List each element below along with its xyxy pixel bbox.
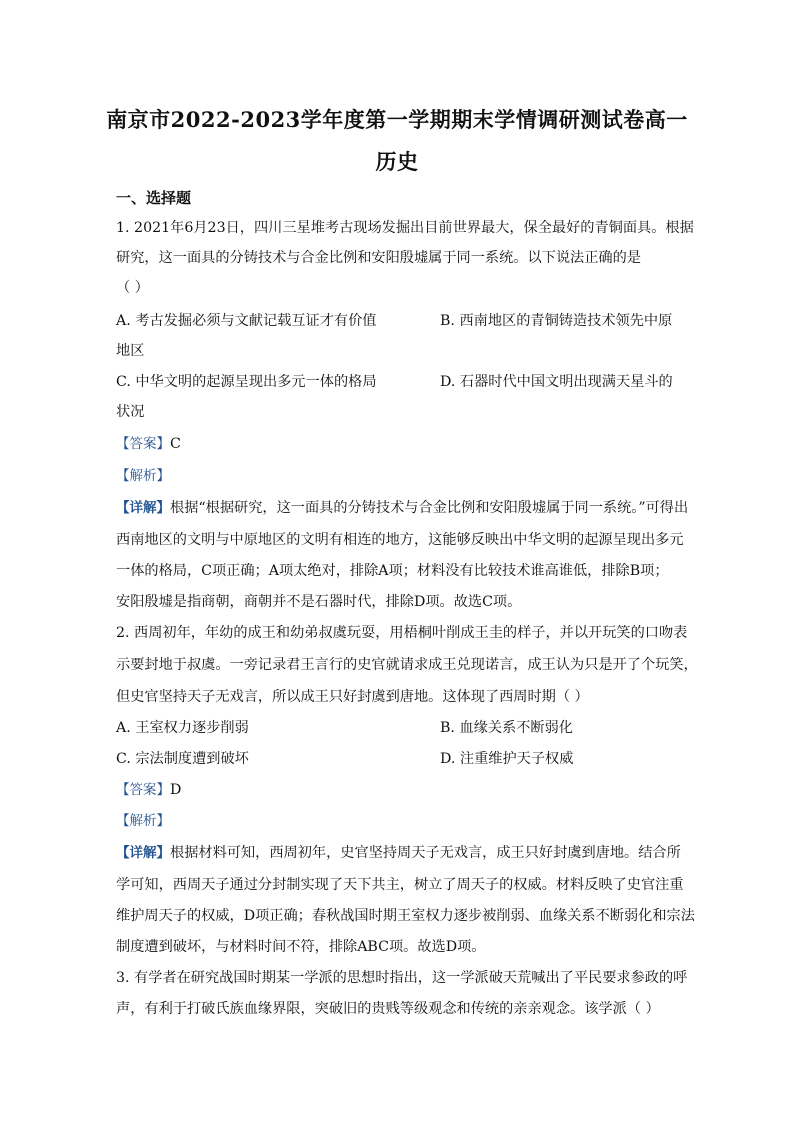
- q1-detail-line-3: 一体的格局，C项正确；A项太绝对，排除A项；材料没有比较技术谁高谁低，排除B项；: [116, 563, 669, 579]
- q2-option-b: B. 血缘关系不断弱化: [440, 720, 573, 736]
- q1-stem-line-3: （ ）: [116, 280, 149, 296]
- q2-option-d: D. 注重维护天子权威: [440, 751, 574, 767]
- q1-answer: [116, 434, 684, 454]
- analysis-tag: 【解析】: [116, 813, 170, 829]
- q3-stem-line-1: 3. 有学者在研究战国时期某一学派的思想时指出，这一学派破天荒喊出了平民要求参政的呼: [116, 970, 688, 986]
- q2-option-a: A. 王室权力逐步削弱: [116, 720, 249, 736]
- q1-detail-line-4: 安阳殷墟是指商朝，商朝并不是石器时代，排除D项。故选C项。: [116, 594, 522, 610]
- q2-analysis: [116, 811, 684, 831]
- q2-stem-line-2: 示要封地于叔虞。一旁记录君王言行的史官就请求成王兑现诺言，成王认为只是开了个玩笑，: [116, 657, 698, 673]
- analysis-tag: 【解析】: [116, 468, 170, 484]
- q1-option-c: C. 中华文明的起源呈现出多元一体的格局: [116, 374, 377, 390]
- answer-tag: 【答案】: [116, 782, 170, 798]
- q1-analysis: [116, 466, 684, 486]
- q2-detail-line-1: 【详解】根据材料可知，西周初年，史官坚持周天子无戏言，成王只好封虞到唐地。结合所: [116, 845, 681, 861]
- detail-tag: 【详解】: [116, 845, 170, 861]
- q1-option-c-cont: 状况: [116, 404, 145, 420]
- page-subtitle: 历史: [375, 149, 419, 174]
- answer-value: D: [170, 782, 182, 798]
- section-heading: 一、选择题: [116, 189, 192, 207]
- q2-detail-line-4: 制度遭到破坏，与材料时间不符，排除ABC项。故选D项。: [116, 939, 486, 955]
- page-title: 南京市2022-2023学年度第一学期期末学情调研测试卷高一: [106, 107, 688, 132]
- q2-detail-line-2: 学可知，西周天子通过分封制实现了天下共主，树立了周天子的权威。材料反映了史官注重: [116, 877, 684, 893]
- q1-option-a: A. 考古发掘必须与文献记载互证才有价值: [116, 313, 377, 329]
- q2-detail-line-3: 维护周天子的权威，D项正确；春秋战国时期王室权力逐步被削弱、血缘关系不断弱化和宗法: [116, 908, 695, 924]
- q1-detail-line-1: 【详解】根据“根据研究，这一面具的分铸技术与合金比例和安阳殷墟属于同一系统。”可得出: [116, 500, 689, 516]
- q1-detail-line-2: 西南地区的文明与中原地区的文明有相连的地方，这能够反映出中华文明的起源呈现出多元: [116, 532, 684, 548]
- q2-option-c: C. 宗法制度遭到破坏: [116, 751, 249, 767]
- answer-value: C: [170, 436, 181, 452]
- q1-stem-line-1: 1. 2021年6月23日，四川三星堆考古现场发掘出目前世界最大，保全最好的青铜面具。根据: [116, 220, 694, 236]
- q1-option-d: D. 石器时代中国文明出现满天星斗的: [440, 374, 673, 390]
- answer-tag: 【答案】: [116, 436, 170, 452]
- q2-answer: [116, 780, 684, 800]
- q2-stem-line-1: 2. 西周初年，年幼的成王和幼弟叔虞玩耍，用梧桐叶削成王圭的样子，并以开玩笑的口吻表: [116, 625, 688, 641]
- q2-stem-line-3: 但史官坚持天子无戏言，所以成王只好封虞到唐地。这体现了西周时期（ ）: [116, 689, 589, 705]
- q1-option-a-cont: 地区: [116, 343, 145, 359]
- q1-option-b: B. 西南地区的青铜铸造技术领先中原: [440, 313, 673, 329]
- q1-stem-line-2: 研究，这一面具的分铸技术与合金比例和安阳殷墟属于同一系统。以下说法正确的是: [116, 250, 641, 266]
- q3-stem-line-2: 声，有利于打破氏族血缘界限，突破旧的贵贱等级观念和传统的亲亲观念。该学派（ ）: [116, 1001, 660, 1017]
- detail-tag: 【详解】: [116, 500, 170, 516]
